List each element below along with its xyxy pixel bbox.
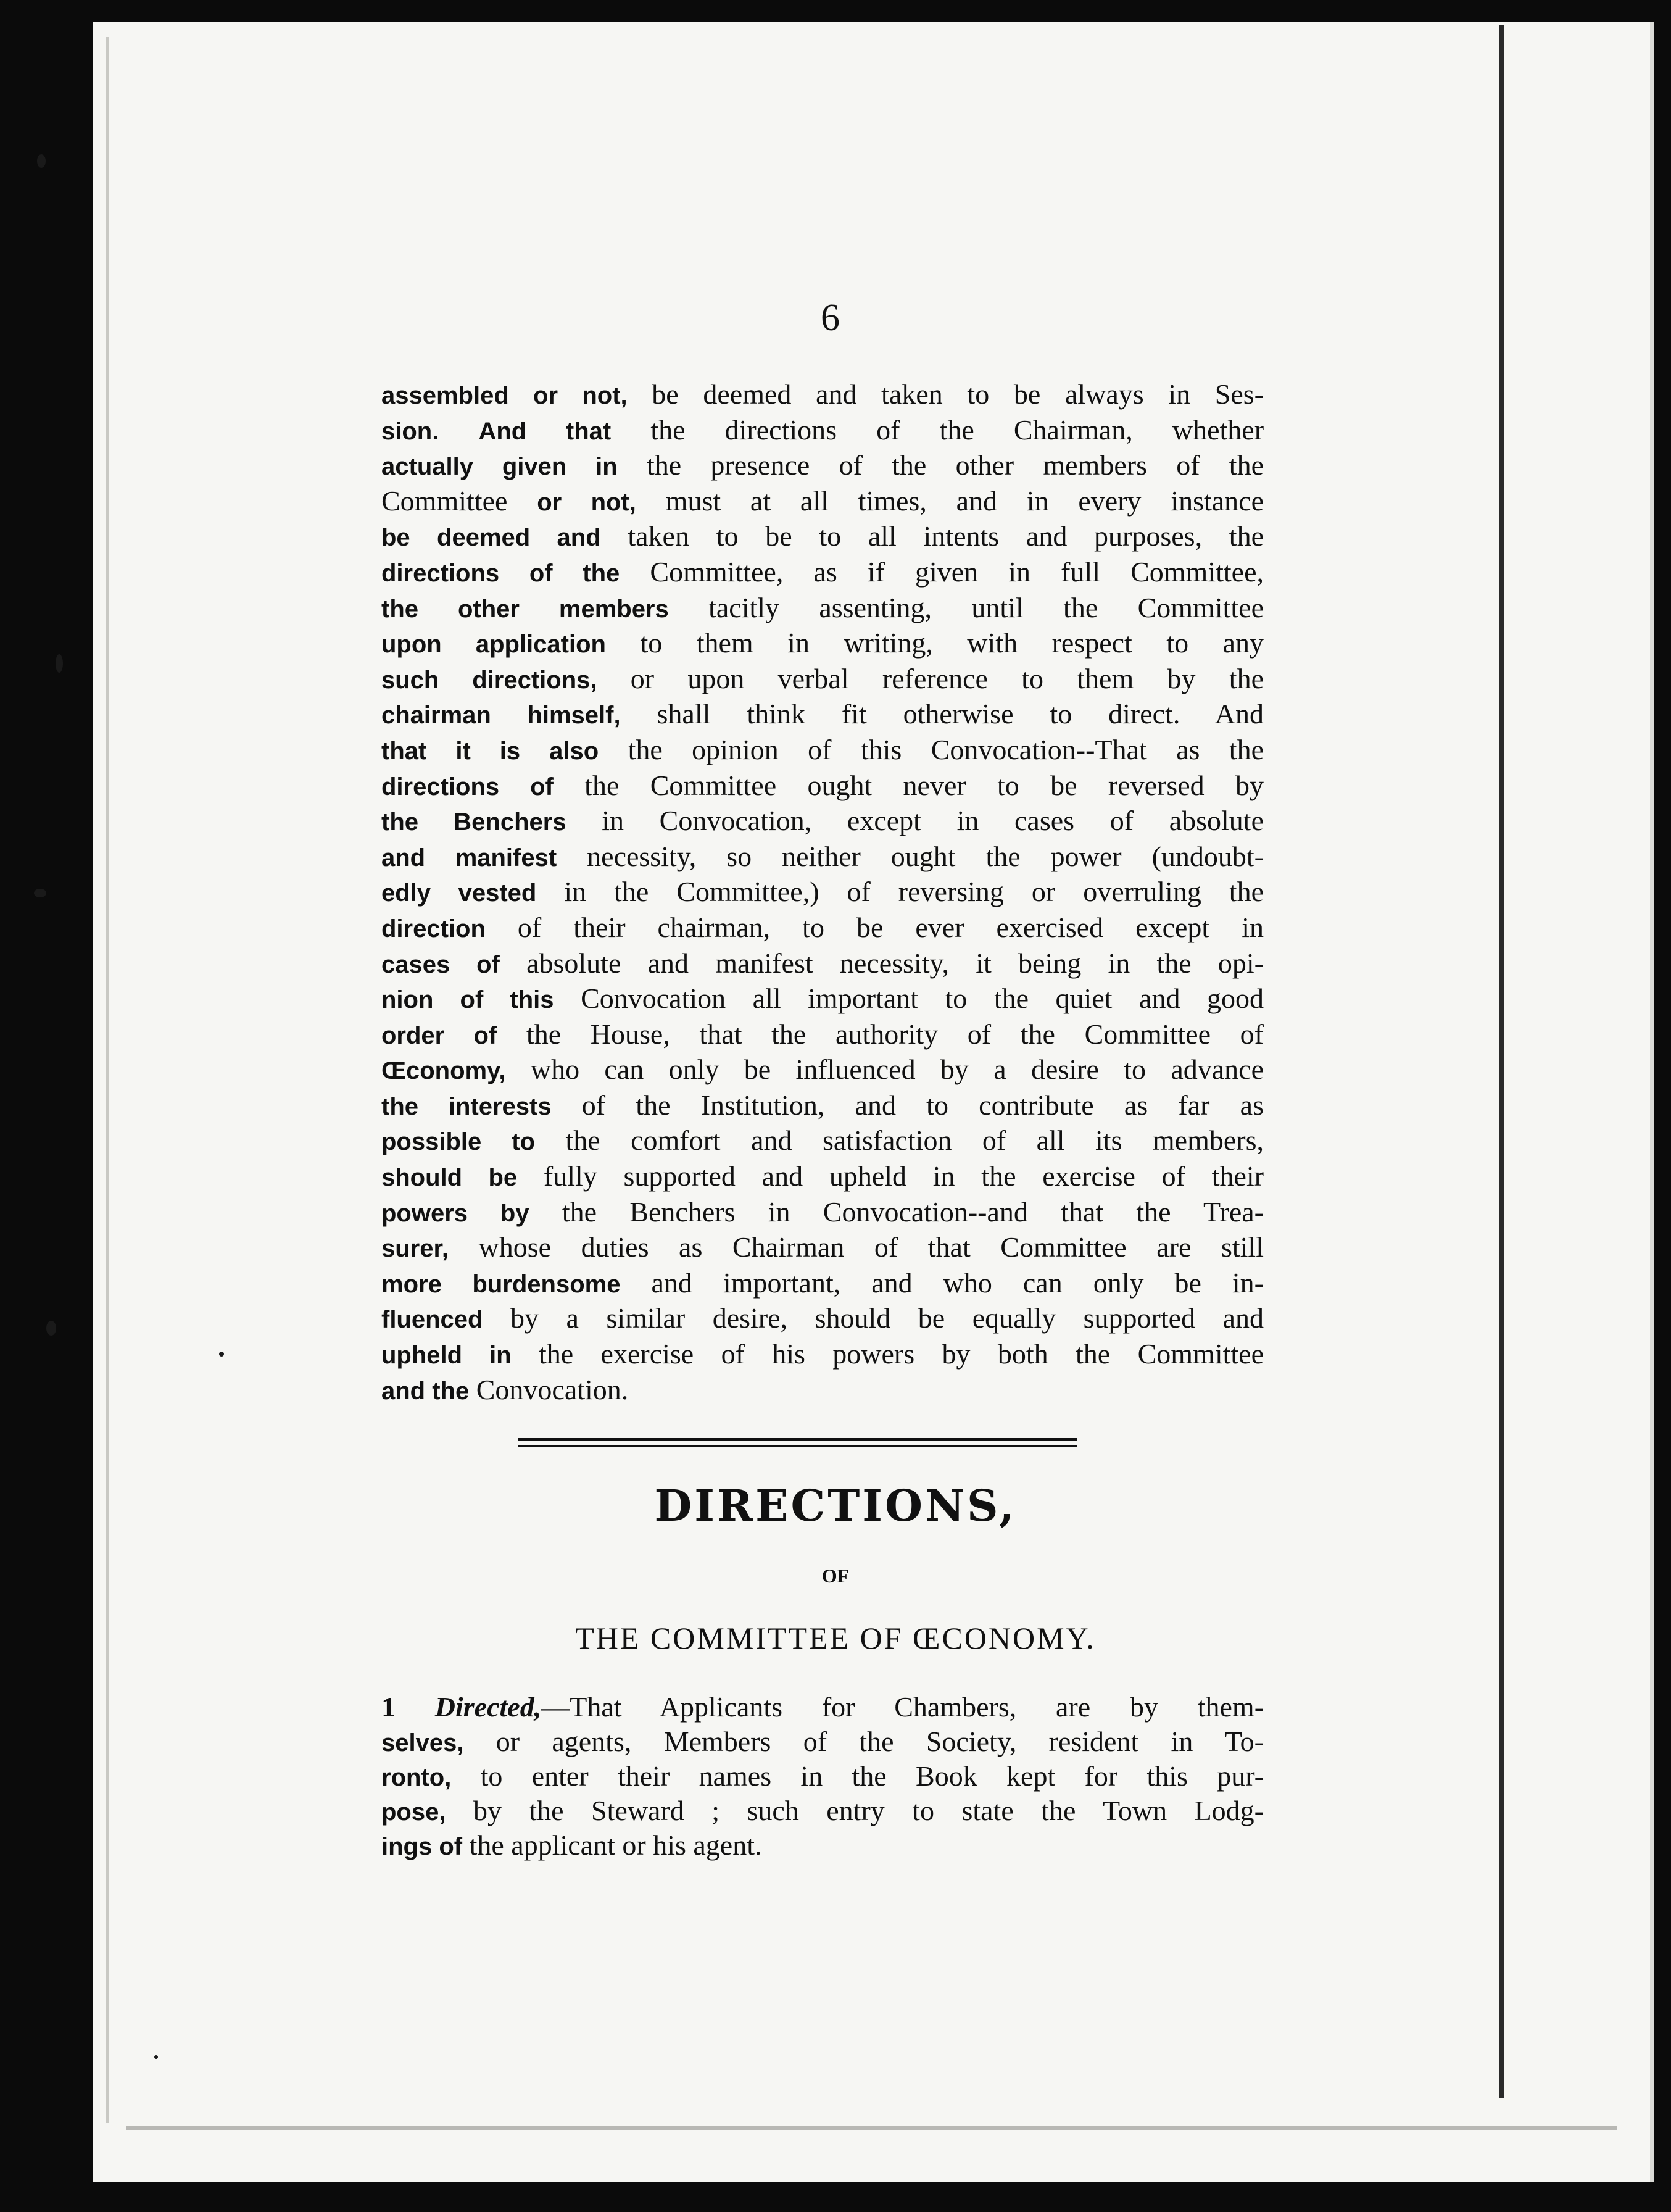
bold-text-run: such directions, xyxy=(381,666,597,694)
text-line xyxy=(381,910,1264,946)
text-run: Convocation. xyxy=(469,1373,629,1405)
text-run: Committee, as if given in full Committee, xyxy=(620,555,1264,588)
text-run: —That Applicants for Chambers, are by them- xyxy=(541,1691,1264,1723)
bold-text-run: direction xyxy=(381,915,486,942)
text-line xyxy=(381,839,1264,875)
text-run: the directions of the Chairman, whether xyxy=(611,414,1264,446)
text-line xyxy=(381,1194,1264,1230)
bold-text-run: be deemed and xyxy=(381,524,601,552)
text-run: or agents, Members of the Society, resident in To- xyxy=(463,1726,1264,1757)
bold-text-run: powers by xyxy=(381,1199,529,1227)
text-run: in the Committee,) of reversing or overruling the xyxy=(536,876,1264,908)
bold-text-run: upheld in xyxy=(381,1342,512,1370)
bold-text-run: assembled or not, xyxy=(381,382,628,409)
italic-text-run: Directed, xyxy=(434,1691,542,1723)
bold-text-run: sion. xyxy=(381,417,439,445)
text-line xyxy=(381,946,1264,981)
text-line xyxy=(381,696,1264,732)
bold-text-run: directions of the xyxy=(381,559,620,587)
section-heading-of: OF xyxy=(821,1565,850,1587)
text-run: or upon verbal reference to them by the xyxy=(597,662,1264,694)
text-line xyxy=(381,483,1264,519)
page-gutter-edge xyxy=(1499,25,1504,2098)
scan-speck xyxy=(34,889,46,897)
scan-speck xyxy=(37,154,46,168)
text-run: necessity, so neither ought the power (undoubt- xyxy=(557,840,1264,872)
text-line xyxy=(381,625,1264,661)
bold-text-run: ronto, xyxy=(381,1764,452,1791)
bold-text-run: directions of xyxy=(381,773,554,800)
bold-text-run: cases of xyxy=(381,950,500,978)
bold-text-run: and manifest xyxy=(381,844,557,871)
bold-text-run: edly vested xyxy=(381,879,537,907)
text-line xyxy=(381,1158,1264,1194)
text-line xyxy=(381,447,1264,483)
page-number: 6 xyxy=(821,297,840,339)
bold-text-run: the other members xyxy=(381,595,669,623)
page-bottom-edge xyxy=(126,2126,1617,2130)
text-run: and important, and who can only be in- xyxy=(620,1266,1264,1299)
text-run: fully supported and upheld in the exercise of their xyxy=(517,1160,1264,1192)
text-line xyxy=(381,376,1264,412)
text-line xyxy=(381,1300,1264,1336)
text-run: the opinion of this Convocation--That as the xyxy=(599,733,1264,765)
bold-text-run: the Benchers xyxy=(381,809,566,836)
text-run: must at all times, and in every instance xyxy=(636,484,1264,517)
text-line xyxy=(381,590,1264,626)
bold-text-run: the interests xyxy=(381,1092,552,1120)
bold-text-run: chairman himself, xyxy=(381,702,621,730)
text-run: who can only be influenced by a desire to advance xyxy=(505,1054,1264,1086)
text-line xyxy=(381,518,1264,554)
text-run: taken to be to all intents and purposes, the xyxy=(600,520,1264,552)
scan-speck xyxy=(219,1352,224,1357)
direction-text-line xyxy=(381,1828,1264,1863)
direction-text-line xyxy=(381,1759,1264,1794)
section-heading: DIRECTIONS, xyxy=(654,1480,1017,1531)
text-line xyxy=(381,1123,1264,1158)
text-run: the exercise of his powers by both the Committee xyxy=(511,1338,1264,1370)
text-run: the Benchers in Convocation--and that the Trea- xyxy=(529,1195,1264,1228)
direction-text-line xyxy=(381,1690,1264,1724)
resolution-paragraph xyxy=(381,376,1264,1407)
text-run: the comfort and satisfaction of all its members, xyxy=(535,1125,1264,1157)
bold-text-run: Œconomy, xyxy=(381,1057,506,1085)
bold-text-run: nion of this xyxy=(381,986,554,1014)
text-run: the Committee ought never to be reversed by xyxy=(553,769,1264,801)
direction-text-line xyxy=(381,1794,1264,1828)
text-line xyxy=(381,412,1264,448)
text-run: by the Steward ; such entry to state the Town Lodg- xyxy=(446,1795,1264,1826)
bold-text-run: pose, xyxy=(381,1798,446,1826)
text-run: the applicant or his agent. xyxy=(462,1829,762,1861)
bold-text-run: or not, xyxy=(537,488,636,516)
bold-text-run: surer, xyxy=(381,1235,449,1263)
text-run: to enter their names in the Book kept for this pur- xyxy=(451,1760,1264,1792)
text-run: of the Institution, and to contribute as far as xyxy=(551,1089,1264,1121)
text-run: absolute and manifest necessity, it being in the opi- xyxy=(499,947,1264,979)
text-run: by a similar desire, should be equally supported and xyxy=(483,1302,1264,1334)
direction-number: 1 xyxy=(381,1691,435,1723)
text-run: in Convocation, except in cases of absolute xyxy=(566,805,1264,837)
bold-text-run: actually given in xyxy=(381,453,618,481)
bold-text-run: possible to xyxy=(381,1128,536,1156)
scan-speck xyxy=(56,654,63,673)
text-run xyxy=(439,414,478,446)
text-line xyxy=(381,1052,1264,1087)
text-run: Committee xyxy=(381,484,537,517)
direction-1-paragraph xyxy=(381,1690,1264,1863)
bold-text-run: order of xyxy=(381,1021,497,1049)
bold-text-run: more burdensome xyxy=(381,1270,621,1298)
text-line xyxy=(381,981,1264,1017)
text-line xyxy=(381,1017,1264,1052)
text-line xyxy=(381,554,1264,590)
text-run: Convocation all important to the quiet and good xyxy=(554,983,1264,1015)
text-line xyxy=(381,661,1264,697)
text-line xyxy=(381,1229,1264,1265)
text-run: the presence of the other members of the xyxy=(617,449,1264,481)
text-line xyxy=(381,1372,1264,1408)
bold-text-run: that it is also xyxy=(381,737,599,765)
text-run: tacitly assenting, until the Committee xyxy=(668,591,1264,623)
text-line xyxy=(381,803,1264,839)
direction-text-line xyxy=(381,1724,1264,1759)
text-line xyxy=(381,732,1264,768)
bold-text-run: should be xyxy=(381,1164,518,1192)
text-line xyxy=(381,1087,1264,1123)
section-subheading: THE COMMITTEE OF ŒCONOMY. xyxy=(575,1621,1096,1655)
scan-speck xyxy=(154,2055,158,2059)
bold-text-run: And that xyxy=(478,417,612,445)
text-run: be deemed and taken to be always in Ses- xyxy=(627,378,1264,410)
bold-text-run: selves, xyxy=(381,1729,464,1757)
text-run: whose duties as Chairman of that Committee are still xyxy=(448,1231,1264,1263)
text-run: the House, that the authority of the Committee of xyxy=(497,1018,1264,1050)
bold-text-run: upon application xyxy=(381,631,606,659)
bold-text-run: fluenced xyxy=(381,1306,483,1334)
section-divider-rule xyxy=(518,1438,1077,1447)
page-left-edge xyxy=(106,37,109,2123)
bold-text-run: and the xyxy=(381,1377,470,1405)
text-line xyxy=(381,1265,1264,1301)
scan-speck xyxy=(46,1321,56,1336)
text-run: shall think fit otherwise to direct. And xyxy=(620,698,1264,730)
bold-text-run: ings of xyxy=(381,1833,463,1860)
text-line xyxy=(381,1336,1264,1372)
text-line xyxy=(381,768,1264,804)
text-run: to them in writing, with respect to any xyxy=(605,627,1264,659)
text-line xyxy=(381,874,1264,910)
text-run: of their chairman, to be ever exercised except in xyxy=(485,911,1264,943)
